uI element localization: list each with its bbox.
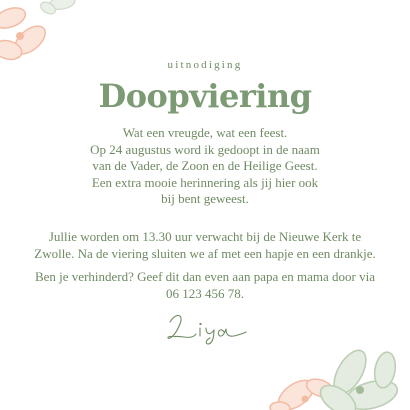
rsvp-paragraph: [28, 269, 382, 302]
sage-flower-icon: [315, 345, 400, 410]
details-paragraph: [28, 229, 382, 262]
signature: [0, 310, 410, 346]
intro-paragraph: [28, 125, 382, 208]
text-line: Zwolle. Na de viering sluiten we af met een hapje en een drankje.: [34, 245, 376, 261]
text-line: van de Vader, de Zoon en de Heilige Geest.: [92, 158, 318, 173]
text-line: 06 123 456 78.: [166, 285, 244, 301]
text-line: bij bent geweest.: [161, 191, 249, 206]
text-line: Op 24 augustus word ik gedoopt in de naam: [90, 141, 320, 157]
text-line: Jullie worden om 13.30 uur verwacht bij de Nieuwe Kerk te: [48, 229, 362, 244]
eyebrow-label: uitnodiging: [167, 59, 243, 71]
text-line: Een extra mooie herinnering als jij hier ook: [91, 174, 319, 190]
sage-flower-icon: [39, 0, 76, 16]
peach-flower-icon: [270, 375, 336, 410]
peach-flower-icon: [0, 4, 50, 62]
text-line: Wat een vreugde, wat een feest.: [122, 125, 288, 140]
text-line: Ben je verhinderd? Geef dit dan even aan papa en mama door via: [34, 269, 376, 284]
signature-icon: [160, 310, 250, 346]
page-title: Doopviering: [98, 77, 312, 115]
